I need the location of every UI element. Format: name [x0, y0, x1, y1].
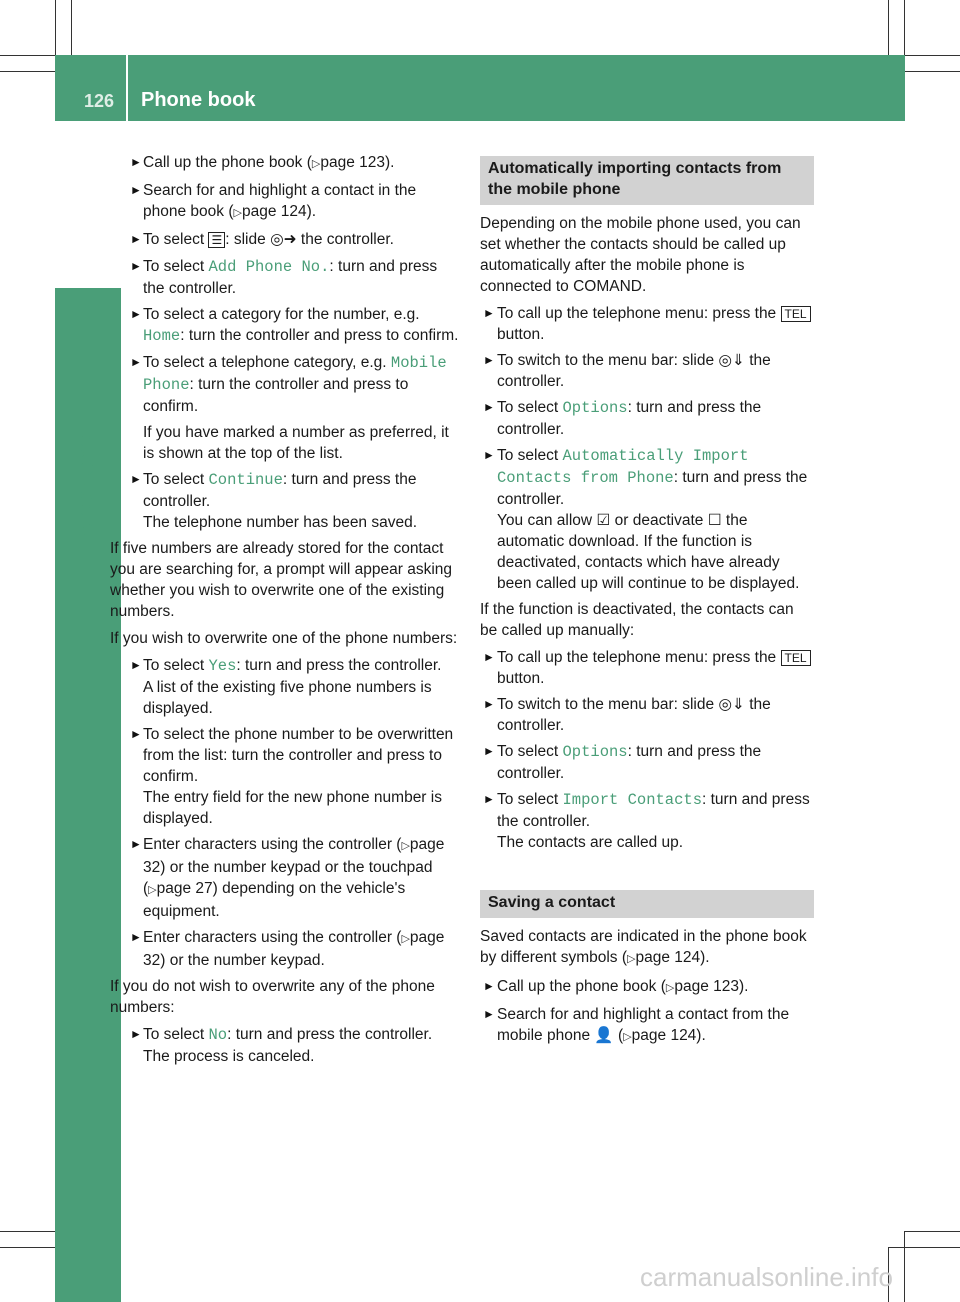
step-arrow-icon: ►	[483, 400, 495, 414]
page-ref-icon: ▷	[401, 840, 410, 852]
step-arrow-icon: ►	[483, 353, 495, 367]
step-item: ► To select Options: turn and press the controller.	[483, 743, 762, 782]
page-ref-icon: ▷	[627, 953, 636, 965]
step-item: ► To select Import Contacts: turn and press the controller. The contacts are called up.	[480, 789, 814, 853]
crop-mark	[904, 1231, 905, 1302]
menu-item-code: Import Contacts	[562, 791, 703, 809]
menu-item-code: Options	[562, 399, 628, 417]
step-arrow-icon: ►	[483, 448, 495, 462]
checkbox-empty-icon: ☐	[707, 511, 722, 529]
step-arrow-icon: ►	[483, 650, 495, 664]
page-ref-icon: ▷	[623, 1031, 632, 1043]
menu-item-code: Yes	[208, 657, 237, 675]
step-item: ► To call up the telephone menu: press the TEL button.	[480, 647, 814, 689]
step-note: The entry field for the new phone number is displayed.	[143, 789, 442, 827]
step-note: The contacts are called up.	[497, 834, 684, 851]
page-title: Phone book	[141, 89, 256, 111]
step-note: A list of the existing five phone numbers is displayed.	[143, 679, 432, 717]
paragraph: If you wish to overwrite one of the phone numbers:	[110, 630, 458, 647]
paragraph: If the function is deactivated, the contacts can be called up manually:	[480, 601, 794, 639]
step-arrow-icon: ►	[483, 306, 495, 320]
step-note: The process is canceled.	[143, 1048, 315, 1065]
crop-mark	[905, 1231, 960, 1232]
tel-button-icon: TEL	[781, 650, 811, 666]
page-ref-icon: ▷	[665, 982, 675, 994]
section-heading: Automatically importing contacts from the mobile phone	[480, 156, 814, 205]
page-ref-icon: ▷	[401, 933, 410, 945]
step-item: ► To select Automatically Import Contacts from Phone: turn and press the controller. You can allow ☑ or deactivate ☐ the automatic download. If the function is deactivated, contacts which have already been called up will continue to be displayed.	[480, 445, 814, 594]
crop-mark	[905, 55, 960, 56]
step-item: ► Call up the phone book (▷page 123).	[483, 978, 749, 995]
paragraph: If five numbers are already stored for the contact you are searching for, a prompt will appear asking whether you wish to overwrite one of the existing numbers.	[110, 540, 453, 620]
step-arrow-icon: ►	[130, 307, 142, 321]
step-arrow-icon: ►	[130, 259, 142, 273]
step-arrow-icon: ►	[130, 232, 142, 246]
menu-item-code: Options	[562, 743, 628, 761]
crop-mark	[0, 1231, 55, 1232]
tel-button-icon: TEL	[781, 306, 811, 322]
step-arrow-icon: ►	[130, 355, 142, 369]
checkbox-checked-icon: ☑	[596, 511, 611, 529]
crop-mark	[0, 71, 55, 72]
step-arrow-icon: ►	[130, 727, 142, 741]
step-item: ► Call up the phone book (▷page 123).	[130, 154, 395, 171]
step-item: ► To select No: turn and press the controller. The process is canceled.	[110, 1024, 462, 1067]
step-item: ► Search for and highlight a contact in the phone book (▷page 124).	[130, 182, 417, 220]
footer-watermark: carmanualsonline.info	[640, 1262, 893, 1292]
options-menu-icon: ☰	[208, 232, 225, 248]
crop-mark	[55, 0, 56, 55]
step-arrow-icon: ►	[483, 744, 495, 758]
step-item: ► To switch to the menu bar: slide ◎⇓ the controller.	[483, 351, 771, 390]
step-item: ► To select the phone number to be overwritten from the list: turn the controller and press to confirm. The entry field for the new phone number is displayed.	[110, 724, 462, 829]
menu-item-code: Home	[143, 327, 181, 345]
step-item: ► To select a category for the number, e.g. Home: turn the controller and press to confirm.	[130, 306, 459, 345]
step-arrow-icon: ►	[483, 697, 495, 711]
step-note: If you have marked a number as preferred, it is shown at the top of the list.	[143, 424, 449, 462]
step-arrow-icon: ►	[130, 658, 142, 672]
crop-mark	[0, 55, 55, 56]
header-divider	[126, 55, 128, 121]
mobile-phone-contact-icon: 👤	[594, 1026, 614, 1044]
controller-slide-right-icon: ◎➜	[270, 230, 297, 248]
crop-mark	[888, 1247, 960, 1248]
crop-mark	[904, 0, 905, 55]
step-arrow-icon: ►	[483, 1007, 495, 1021]
paragraph: Saved contacts are indicated in the phone book by different symbols (▷page 124).	[480, 928, 807, 966]
menu-item-code: Continue	[208, 471, 283, 489]
step-arrow-icon: ►	[483, 792, 495, 806]
crop-mark	[905, 71, 960, 72]
paragraph: Depending on the mobile phone used, you can set whether the contacts should be called up automatically after the mobile phone is connected to COMAND.	[480, 215, 801, 295]
left-column	[110, 152, 462, 1072]
step-arrow-icon: ►	[130, 930, 142, 944]
step-item: ► To select Add Phone No.: turn and press the controller.	[130, 258, 438, 297]
step-item: ► To select a telephone category, e.g. Mobile Phone: turn the controller and press to confirm. If you have marked a number as preferred, it is shown at the top of the list.	[110, 352, 462, 464]
step-item: ► Enter characters using the controller (▷page 32) or the number keypad or the touchpad (▷page 27) depending on the vehicle's equipment.	[130, 836, 445, 920]
step-arrow-icon: ►	[130, 472, 142, 486]
page-ref-icon: ▷	[311, 158, 321, 170]
step-item: ► To select Continue: turn and press the controller. The telephone number has been saved.	[110, 469, 462, 533]
crop-mark	[888, 0, 889, 55]
step-item: ► Search for and highlight a contact from the mobile phone 👤 (▷page 124).	[483, 1006, 790, 1044]
step-arrow-icon: ►	[483, 979, 495, 993]
step-arrow-icon: ►	[130, 837, 142, 851]
crop-mark	[0, 1247, 55, 1248]
menu-item-code: Automatically Import Contacts from Phone	[497, 447, 749, 487]
step-note: You can allow ☑ or deactivate ☐ the automatic download. If the function is deactivated, contacts which have already been called up will continue to be displayed.	[497, 511, 800, 592]
paragraph: If you do not wish to overwrite any of the phone numbers:	[110, 978, 435, 1016]
step-item: ► To select Yes: turn and press the controller. A list of the existing five phone numbers is displayed.	[110, 655, 462, 719]
right-column	[480, 156, 814, 1053]
crop-mark	[71, 0, 72, 55]
step-note: The telephone number has been saved.	[143, 514, 418, 531]
menu-item-code: Mobile Phone	[143, 354, 447, 394]
step-item: ► To call up the telephone menu: press the TEL button.	[480, 303, 814, 345]
side-tab-label: Telephone	[72, 434, 98, 548]
step-item: ► To select Options: turn and press the controller.	[483, 399, 762, 438]
menu-item-code: Add Phone No.	[208, 258, 330, 276]
page-number: 126	[84, 91, 115, 111]
step-arrow-icon: ►	[130, 155, 142, 169]
step-arrow-icon: ►	[130, 183, 142, 197]
controller-slide-down-icon: ◎⇓	[718, 695, 745, 713]
step-item: ► To switch to the menu bar: slide ◎⇓ the controller.	[483, 695, 771, 734]
step-item: ► To select ☰ : slide ◎➜ the controller.	[130, 230, 394, 248]
page-ref-icon: ▷	[148, 884, 157, 896]
step-item: ► Enter characters using the controller (▷page 32) or the number keypad.	[130, 929, 445, 969]
page-ref-icon: ▷	[233, 207, 242, 219]
controller-slide-down-icon: ◎⇓	[718, 351, 745, 369]
step-arrow-icon: ►	[130, 1027, 142, 1041]
menu-item-code: No	[208, 1026, 228, 1044]
section-heading: Saving a contact	[480, 890, 814, 918]
